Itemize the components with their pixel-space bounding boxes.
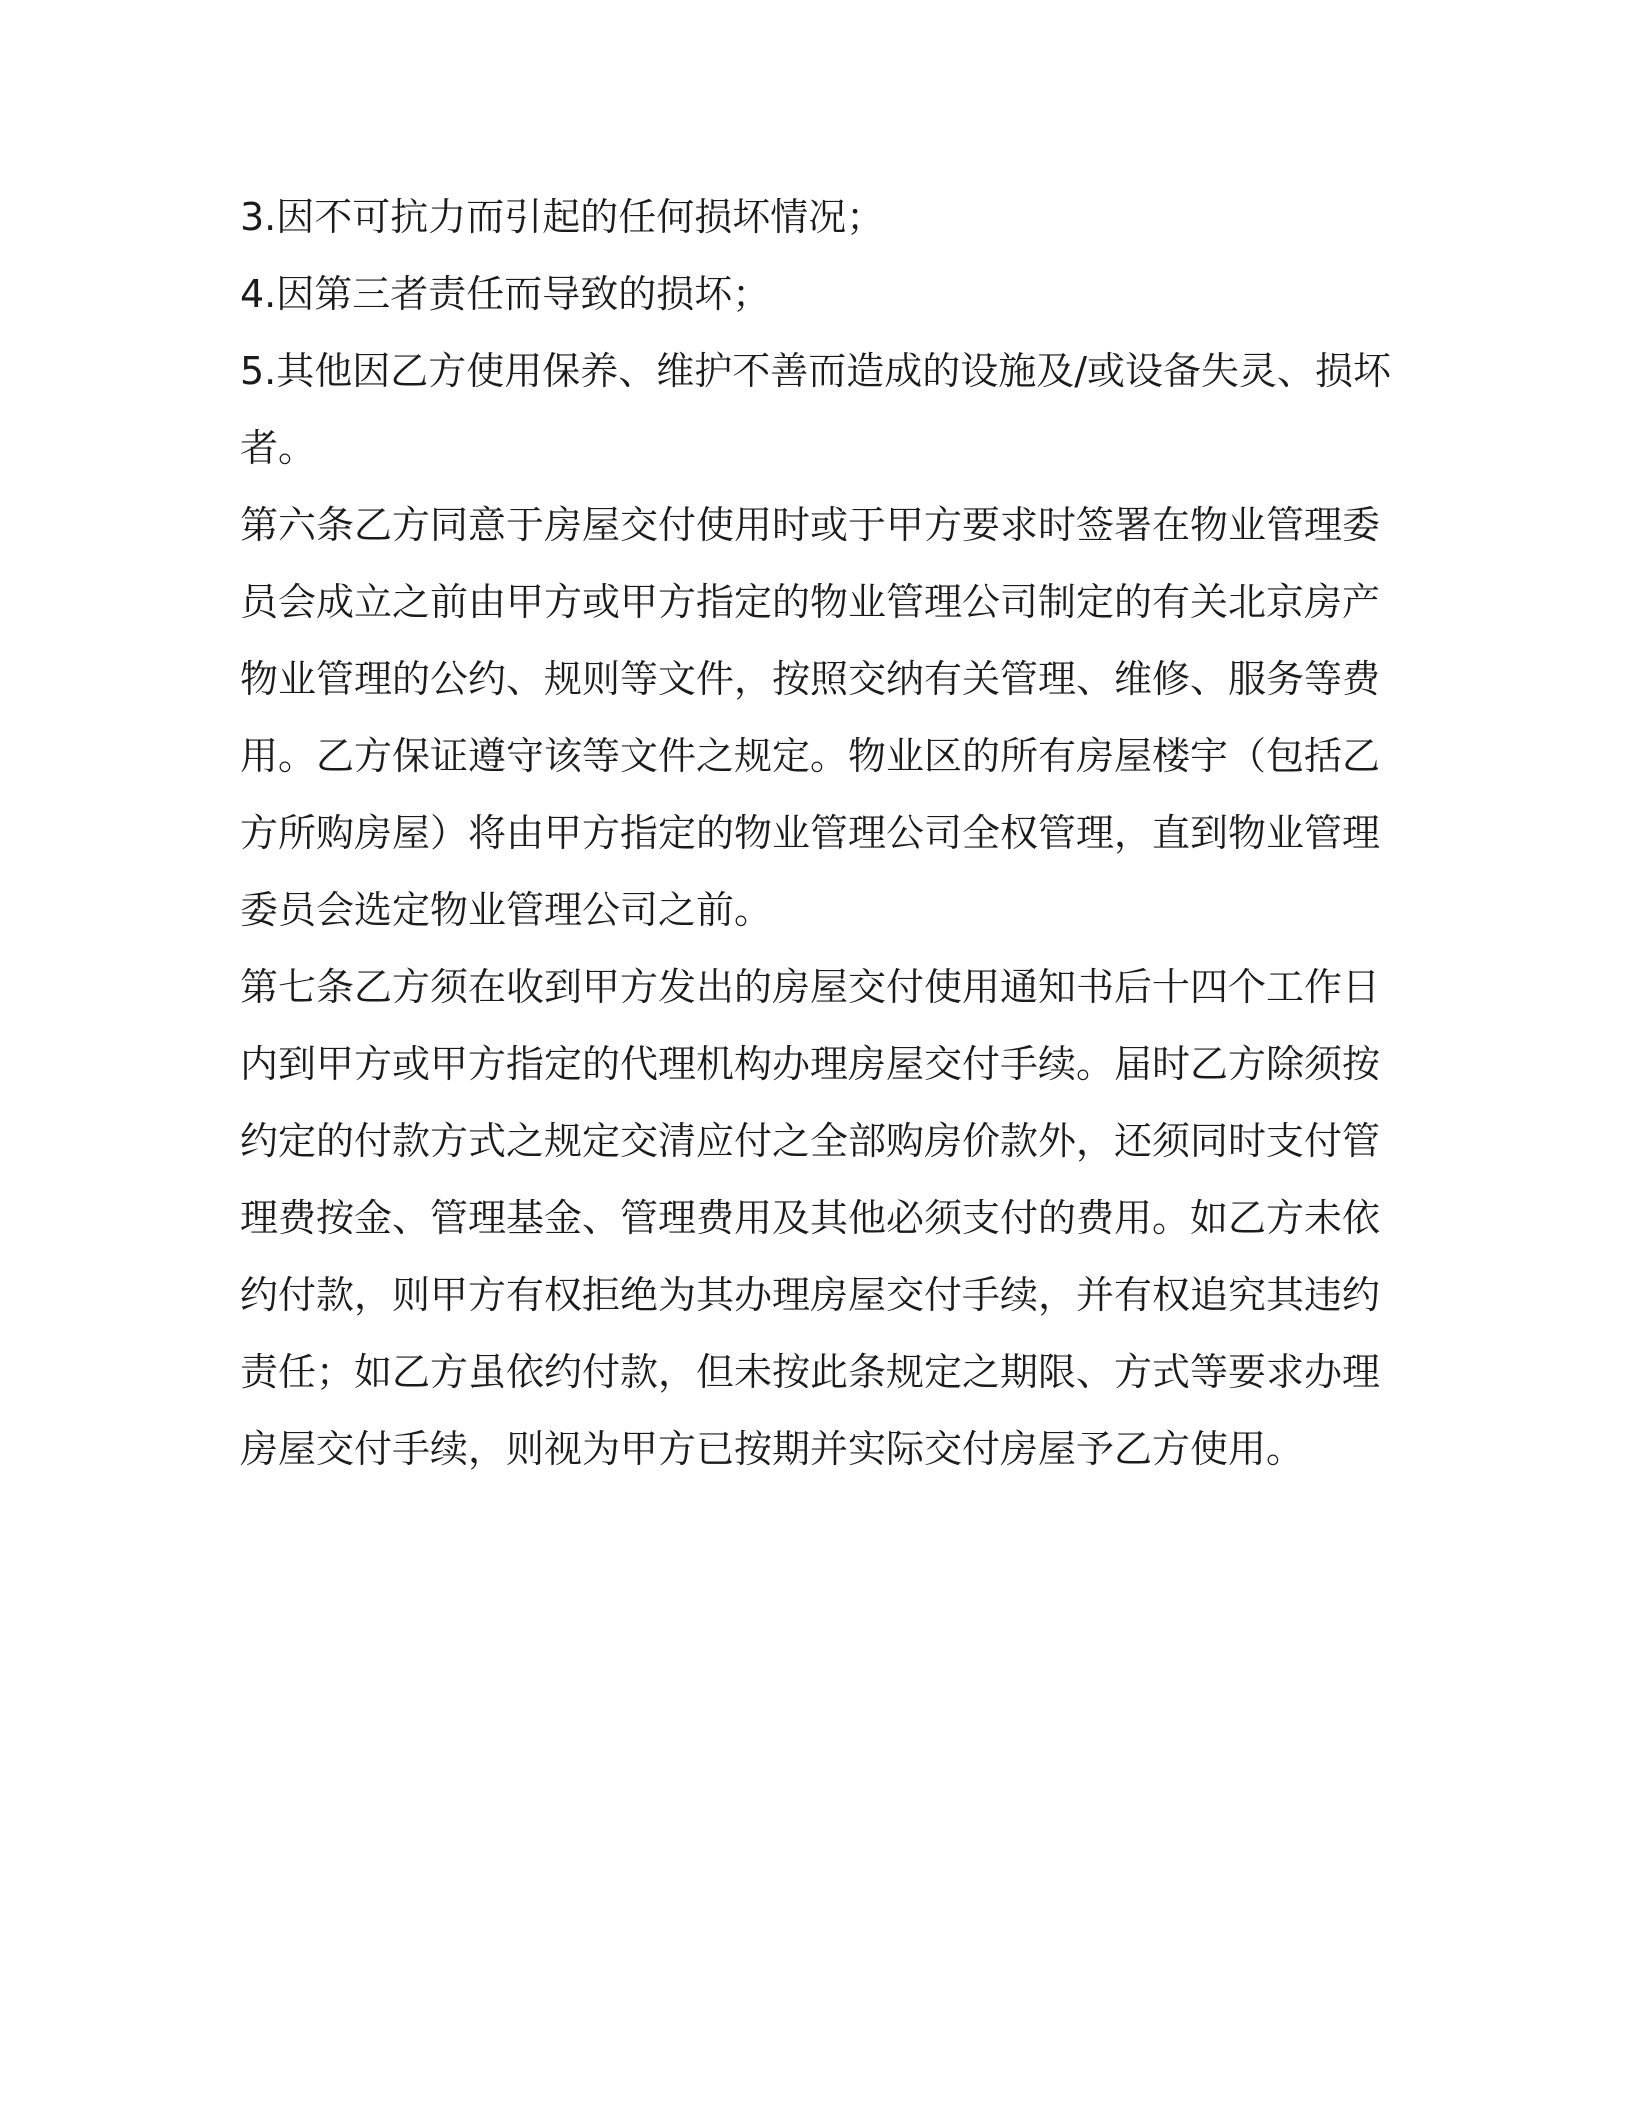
text-line: 员会成立之前由甲方或甲方指定的物业管理公司制定的有关北京房产	[240, 580, 1381, 624]
article-6-paragraph	[240, 487, 1381, 949]
text-line: 5.其他因乙方使用保养、维护不善而造成的设施及/或设备失灵、损坏	[240, 349, 1392, 393]
text-line: 约定的付款方式之规定交清应付之全部购房价款外，还须同时支付管	[240, 1119, 1381, 1163]
text-line: 者。	[240, 426, 317, 470]
text-line: 约付款，则甲方有权拒绝为其办理房屋交付手续，并有权追究其违约	[240, 1273, 1381, 1317]
text-line: 内到甲方或甲方指定的代理机构办理房屋交付手续。届时乙方除须按	[240, 1042, 1381, 1086]
text-line: 房屋交付手续，则视为甲方已按期并实际交付房屋予乙方使用。	[240, 1427, 1305, 1471]
text-line: 第六条乙方同意于房屋交付使用时或于甲方要求时签署在物业管理委	[240, 503, 1381, 547]
text-line: 用。乙方保证遵守该等文件之规定。物业区的所有房屋楼宇（包括乙	[240, 734, 1381, 778]
text-line: 责任；如乙方虽依约付款，但未按此条规定之期限、方式等要求办理	[240, 1350, 1381, 1394]
clause-item-4	[240, 256, 1370, 333]
article-7-paragraph	[240, 949, 1381, 1488]
clause-item-5	[240, 333, 1392, 487]
clause-item-3	[240, 179, 1370, 256]
document-body	[240, 179, 1392, 1488]
text-line: 4.因第三者责任而导致的损坏；	[240, 272, 771, 316]
text-line: 理费按金、管理基金、管理费用及其他必须支付的费用。如乙方未依	[240, 1196, 1381, 1240]
text-line: 委员会选定物业管理公司之前。	[240, 888, 773, 932]
text-line: 物业管理的公约、规则等文件，按照交纳有关管理、维修、服务等费	[240, 657, 1381, 701]
text-line: 方所购房屋）将由甲方指定的物业管理公司全权管理，直到物业管理	[240, 811, 1381, 855]
text-line: 第七条乙方须在收到甲方发出的房屋交付使用通知书后十四个工作日	[240, 965, 1381, 1009]
text-line: 3.因不可抗力而引起的任何损坏情况；	[240, 195, 885, 239]
